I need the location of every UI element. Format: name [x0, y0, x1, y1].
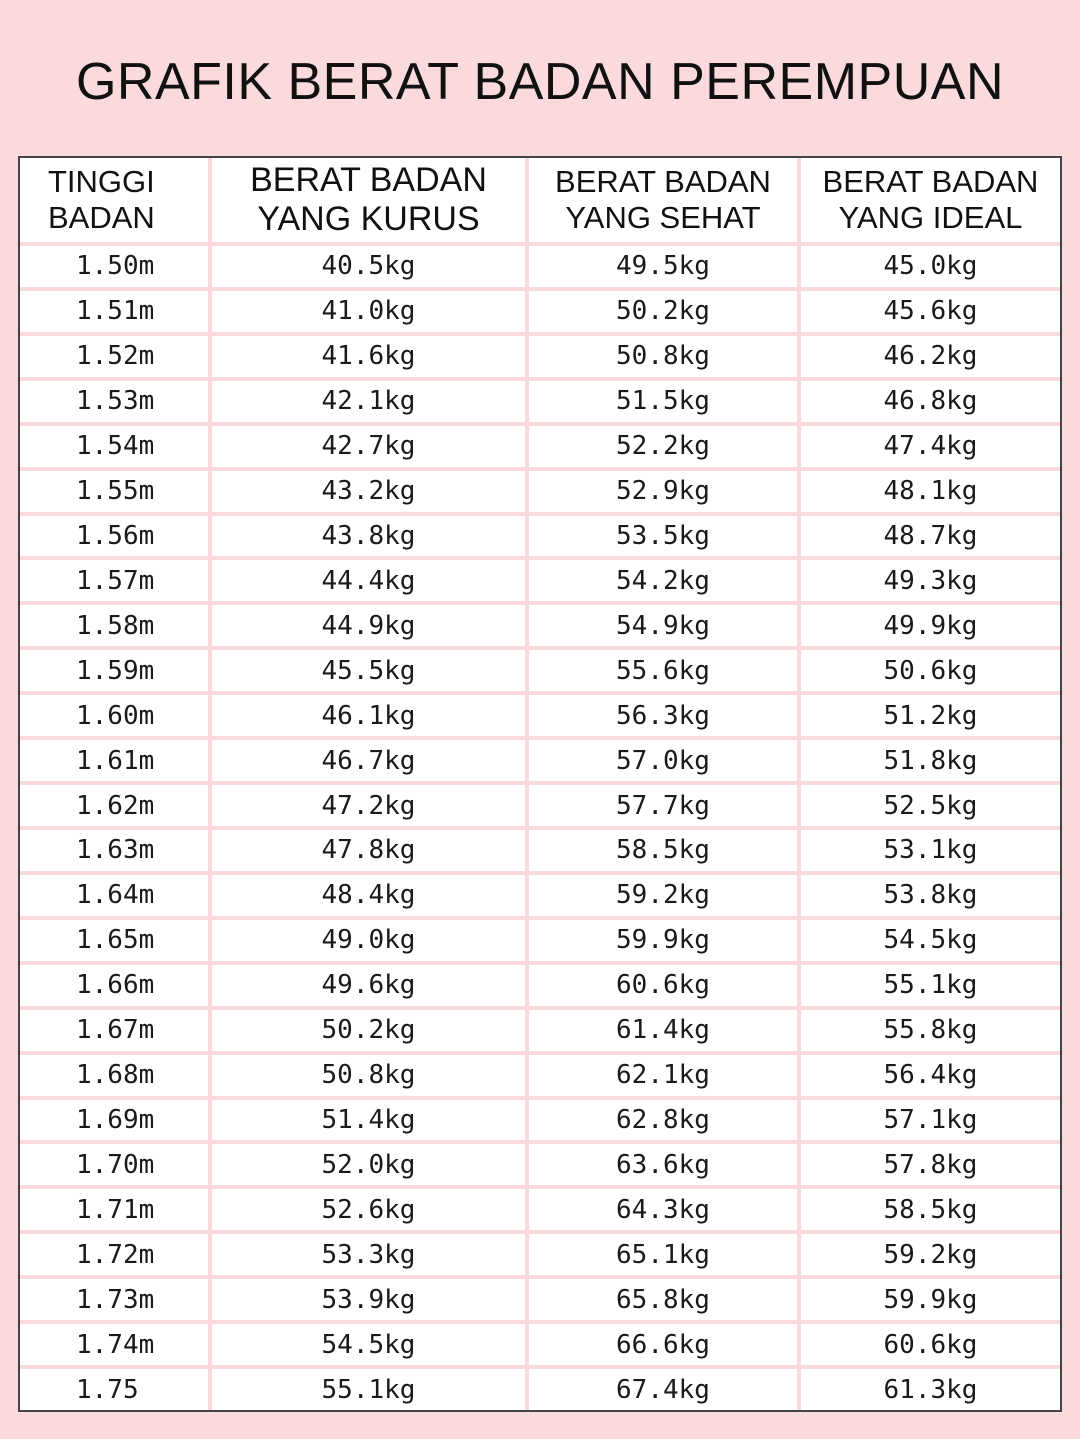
cell-tinggi-badan: 1.51m: [20, 289, 210, 334]
cell-berat-ideal: 45.0kg: [799, 244, 1060, 289]
cell-berat-kurus: 44.9kg: [210, 603, 527, 648]
cell-berat-sehat: 59.9kg: [527, 918, 799, 963]
cell-berat-ideal: 49.9kg: [799, 603, 1060, 648]
cell-berat-ideal: 60.6kg: [799, 1322, 1060, 1367]
cell-berat-sehat: 55.6kg: [527, 648, 799, 693]
cell-berat-sehat: 56.3kg: [527, 693, 799, 738]
header-line: YANG KURUS: [257, 200, 480, 238]
cell-berat-kurus: 50.2kg: [210, 1008, 527, 1053]
page-title: GRAFIK BERAT BADAN PEREMPUAN: [75, 53, 1005, 111]
header-line: BERAT BADAN: [822, 164, 1039, 200]
cell-tinggi-badan: 1.50m: [20, 244, 210, 289]
cell-berat-ideal: 55.1kg: [799, 963, 1060, 1008]
cell-berat-ideal: 53.8kg: [799, 873, 1060, 918]
table-row: [20, 1367, 1060, 1410]
table-row: [20, 1187, 1060, 1232]
table-row: [20, 1232, 1060, 1277]
table-row: [20, 693, 1060, 738]
cell-berat-kurus: 42.1kg: [210, 379, 527, 424]
header-line: BERAT BADAN: [250, 160, 487, 199]
cell-berat-kurus: 54.5kg: [210, 1322, 527, 1367]
cell-berat-kurus: 49.0kg: [210, 918, 527, 963]
cell-berat-ideal: 46.2kg: [799, 334, 1060, 379]
cell-berat-kurus: 41.6kg: [210, 334, 527, 379]
cell-berat-kurus: 42.7kg: [210, 424, 527, 469]
cell-berat-sehat: 64.3kg: [527, 1187, 799, 1232]
cell-berat-ideal: 48.7kg: [799, 514, 1060, 559]
cell-berat-kurus: 53.9kg: [210, 1277, 527, 1322]
cell-tinggi-badan: 1.52m: [20, 334, 210, 379]
header-berat-kurus: [210, 158, 527, 244]
cell-tinggi-badan: 1.53m: [20, 379, 210, 424]
cell-tinggi-badan: 1.66m: [20, 963, 210, 1008]
cell-tinggi-badan: 1.74m: [20, 1322, 210, 1367]
cell-tinggi-badan: 1.69m: [20, 1098, 210, 1143]
cell-berat-kurus: 52.0kg: [210, 1142, 527, 1187]
cell-berat-kurus: 43.8kg: [210, 514, 527, 559]
cell-tinggi-badan: 1.56m: [20, 514, 210, 559]
cell-berat-sehat: 54.2kg: [527, 558, 799, 603]
header-line: YANG IDEAL: [838, 200, 1023, 235]
cell-tinggi-badan: 1.65m: [20, 918, 210, 963]
cell-tinggi-badan: 1.64m: [20, 873, 210, 918]
header-berat-sehat: [527, 158, 799, 244]
cell-berat-ideal: 53.1kg: [799, 828, 1060, 873]
table-header-row: [20, 158, 1060, 244]
cell-berat-sehat: 61.4kg: [527, 1008, 799, 1053]
table-row: [20, 783, 1060, 828]
cell-berat-kurus: 46.7kg: [210, 738, 527, 783]
cell-berat-sehat: 67.4kg: [527, 1367, 799, 1410]
cell-berat-ideal: 49.3kg: [799, 558, 1060, 603]
cell-berat-kurus: 47.8kg: [210, 828, 527, 873]
cell-tinggi-badan: 1.72m: [20, 1232, 210, 1277]
cell-tinggi-badan: 1.60m: [20, 693, 210, 738]
table-row: [20, 828, 1060, 873]
cell-berat-sehat: 65.8kg: [527, 1277, 799, 1322]
cell-tinggi-badan: 1.68m: [20, 1053, 210, 1098]
cell-berat-kurus: 50.8kg: [210, 1053, 527, 1098]
table-row: [20, 873, 1060, 918]
cell-berat-ideal: 51.2kg: [799, 693, 1060, 738]
cell-berat-sehat: 62.1kg: [527, 1053, 799, 1098]
table-row: [20, 1277, 1060, 1322]
cell-berat-sehat: 49.5kg: [527, 244, 799, 289]
cell-berat-kurus: 55.1kg: [210, 1367, 527, 1410]
cell-berat-sehat: 59.2kg: [527, 873, 799, 918]
table-row: [20, 334, 1060, 379]
table-row: [20, 963, 1060, 1008]
cell-berat-sehat: 50.8kg: [527, 334, 799, 379]
cell-tinggi-badan: 1.57m: [20, 558, 210, 603]
cell-berat-sehat: 57.7kg: [527, 783, 799, 828]
cell-berat-sehat: 57.0kg: [527, 738, 799, 783]
cell-berat-ideal: 45.6kg: [799, 289, 1060, 334]
weight-table-container: [18, 156, 1062, 1412]
cell-berat-kurus: 51.4kg: [210, 1098, 527, 1143]
cell-tinggi-badan: 1.61m: [20, 738, 210, 783]
cell-berat-ideal: 54.5kg: [799, 918, 1060, 963]
table-row: [20, 514, 1060, 559]
header-berat-ideal: [799, 158, 1060, 244]
cell-berat-ideal: 57.8kg: [799, 1142, 1060, 1187]
table-body: [20, 244, 1060, 1410]
cell-tinggi-badan: 1.73m: [20, 1277, 210, 1322]
cell-berat-kurus: 49.6kg: [210, 963, 527, 1008]
table-row: [20, 379, 1060, 424]
cell-tinggi-badan: 1.54m: [20, 424, 210, 469]
cell-tinggi-badan: 1.71m: [20, 1187, 210, 1232]
cell-berat-ideal: 58.5kg: [799, 1187, 1060, 1232]
header-line: BADAN: [48, 200, 155, 235]
table-row: [20, 469, 1060, 514]
cell-berat-kurus: 52.6kg: [210, 1187, 527, 1232]
table-row: [20, 603, 1060, 648]
header-line: BERAT BADAN: [555, 164, 771, 200]
cell-berat-ideal: 59.9kg: [799, 1277, 1060, 1322]
table-row: [20, 1098, 1060, 1143]
table-row: [20, 1142, 1060, 1187]
table-row: [20, 738, 1060, 783]
cell-tinggi-badan: 1.59m: [20, 648, 210, 693]
cell-tinggi-badan: 1.75: [20, 1367, 210, 1410]
cell-tinggi-badan: 1.63m: [20, 828, 210, 873]
table-row: [20, 1053, 1060, 1098]
cell-berat-kurus: 45.5kg: [210, 648, 527, 693]
table-row: [20, 289, 1060, 334]
cell-berat-kurus: 53.3kg: [210, 1232, 527, 1277]
header-line: TINGGI: [48, 164, 155, 200]
cell-berat-kurus: 41.0kg: [210, 289, 527, 334]
cell-tinggi-badan: 1.58m: [20, 603, 210, 648]
cell-berat-sehat: 60.6kg: [527, 963, 799, 1008]
cell-berat-sehat: 63.6kg: [527, 1142, 799, 1187]
cell-berat-kurus: 46.1kg: [210, 693, 527, 738]
table-row: [20, 424, 1060, 469]
cell-berat-ideal: 56.4kg: [799, 1053, 1060, 1098]
table-row: [20, 244, 1060, 289]
cell-berat-ideal: 50.6kg: [799, 648, 1060, 693]
table-row: [20, 558, 1060, 603]
cell-tinggi-badan: 1.70m: [20, 1142, 210, 1187]
cell-berat-sehat: 53.5kg: [527, 514, 799, 559]
header-tinggi-badan: [20, 158, 210, 244]
cell-berat-kurus: 47.2kg: [210, 783, 527, 828]
cell-tinggi-badan: 1.67m: [20, 1008, 210, 1053]
cell-berat-ideal: 55.8kg: [799, 1008, 1060, 1053]
cell-berat-ideal: 48.1kg: [799, 469, 1060, 514]
cell-berat-sehat: 51.5kg: [527, 379, 799, 424]
cell-berat-kurus: 44.4kg: [210, 558, 527, 603]
weight-table: [20, 158, 1060, 1410]
cell-berat-ideal: 46.8kg: [799, 379, 1060, 424]
cell-tinggi-badan: 1.55m: [20, 469, 210, 514]
cell-berat-sehat: 54.9kg: [527, 603, 799, 648]
cell-berat-sehat: 52.9kg: [527, 469, 799, 514]
cell-berat-ideal: 51.8kg: [799, 738, 1060, 783]
cell-berat-ideal: 52.5kg: [799, 783, 1060, 828]
table-row: [20, 648, 1060, 693]
cell-berat-ideal: 57.1kg: [799, 1098, 1060, 1143]
cell-berat-sehat: 50.2kg: [527, 289, 799, 334]
cell-berat-kurus: 43.2kg: [210, 469, 527, 514]
cell-berat-ideal: 47.4kg: [799, 424, 1060, 469]
cell-tinggi-badan: 1.62m: [20, 783, 210, 828]
header-line: YANG SEHAT: [565, 200, 761, 235]
cell-berat-sehat: 52.2kg: [527, 424, 799, 469]
cell-berat-sehat: 58.5kg: [527, 828, 799, 873]
table-row: [20, 1008, 1060, 1053]
cell-berat-ideal: 59.2kg: [799, 1232, 1060, 1277]
table-row: [20, 1322, 1060, 1367]
cell-berat-sehat: 65.1kg: [527, 1232, 799, 1277]
cell-berat-sehat: 66.6kg: [527, 1322, 799, 1367]
cell-berat-ideal: 61.3kg: [883, 1374, 978, 1405]
cell-berat-kurus: 40.5kg: [210, 244, 527, 289]
cell-berat-sehat: 62.8kg: [527, 1098, 799, 1143]
table-row: [20, 918, 1060, 963]
cell-berat-kurus: 48.4kg: [210, 873, 527, 918]
